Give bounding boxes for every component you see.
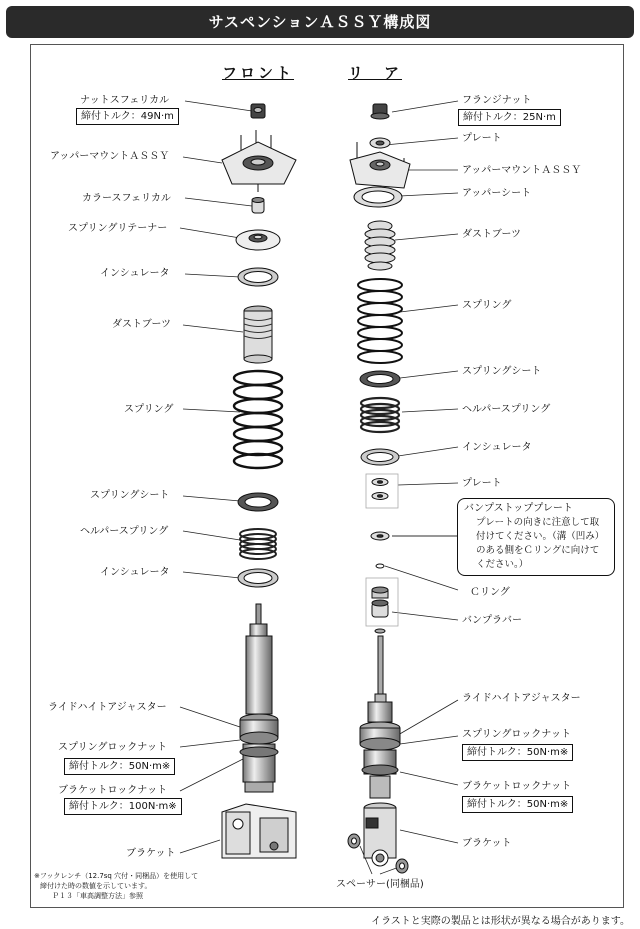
note-line-2: 締付けた時の数値を示しています。: [40, 882, 152, 890]
front-label-spring-seat: スプリングシート: [90, 490, 170, 501]
rear-label-bracket-lock-nut: ブラケットロックナット: [462, 781, 572, 792]
front-label-spring-retainer: スプリングリテーナー: [68, 223, 168, 234]
front-label-bracket-lock-nut: ブラケットロックナット: [58, 785, 168, 796]
rear-label-bump-rubber: バンプラバー: [462, 615, 522, 626]
bump-stop-plate-callout: [457, 498, 615, 576]
front-label-helper-spring: ヘルパースプリング: [80, 526, 169, 537]
rear-label-helper-spring: ヘルパースプリング: [462, 404, 551, 415]
note-line-1: ※フックレンチ（12.7sq 穴付・同梱品）を使用して: [34, 872, 199, 880]
front-label-ride-height-adjuster: ライドハイトアジャスター: [48, 702, 167, 713]
front-label-nut-spherical: ナットスフェリカル: [80, 95, 170, 106]
rear-label-spring: スプリング: [462, 300, 512, 311]
rear-label-flange-nut: フランジナット: [462, 95, 532, 106]
front-label-spring-lock-nut: スプリングロックナット: [58, 742, 167, 753]
rear-label-spring-seat: スプリングシート: [462, 366, 542, 377]
rear-label-upper-seat: アッパーシート: [462, 188, 532, 199]
rear-label-upper-mount: アッパーマウントＡＳＳＹ: [462, 165, 582, 176]
front-label-spring: スプリング: [124, 404, 174, 415]
callout-title: バンプストッププレート: [464, 503, 573, 514]
front-nut-torque-box: 締付トルク：49N·m: [76, 108, 179, 125]
rear-label-spring-lock-nut: スプリングロックナット: [462, 729, 571, 740]
front-label-upper-mount: アッパーマウントＡＳＳＹ: [50, 151, 170, 162]
rear-heading: リ ア: [348, 64, 403, 82]
footer-disclaimer: イラストと実際の製品とは形状が異なる場合があります。: [371, 916, 630, 927]
front-spring-lock-torque-box: 締付トルク：50N·m※: [64, 758, 175, 775]
rear-label-ride-height-adjuster: ライドハイトアジャスター: [462, 693, 581, 704]
front-heading: フロント: [222, 64, 295, 82]
rear-label-bracket: ブラケット: [462, 838, 512, 849]
rear-label-plate-top: プレート: [462, 133, 502, 144]
rear-label-c-ring: Ｃリング: [470, 587, 510, 598]
front-label-bracket: ブラケット: [126, 848, 176, 859]
page-title: サスペンションＡＳＳＹ構成図: [6, 6, 634, 38]
note-line-3: Ｐ１３「車高調整方法」参照: [52, 892, 143, 900]
front-label-dust-boot: ダストブーツ: [112, 319, 171, 330]
front-label-insulator-top: インシュレータ: [100, 268, 170, 279]
rear-label-spacer: スペーサー(同梱品): [336, 879, 424, 890]
rear-flange-torque-box: 締付トルク：25N·m: [458, 109, 561, 126]
callout-body: プレートの向きに注意して取付けてください。（溝（凹み）のある側をＣリングに向けてください。）: [476, 517, 605, 570]
rear-spring-lock-torque-box: 締付トルク：50N·m※: [462, 744, 573, 761]
front-bracket-lock-torque-box: 締付トルク：100N·m※: [64, 798, 182, 815]
rear-label-dust-boot: ダストブーツ: [462, 229, 521, 240]
front-label-collar-spherical: カラースフェリカル: [82, 193, 171, 204]
rear-bracket-lock-torque-box: 締付トルク：50N·m※: [462, 796, 573, 813]
front-label-insulator-bottom: インシュレータ: [100, 567, 170, 578]
rear-label-plate-mid: プレート: [462, 478, 502, 489]
rear-label-insulator: インシュレータ: [462, 442, 532, 453]
